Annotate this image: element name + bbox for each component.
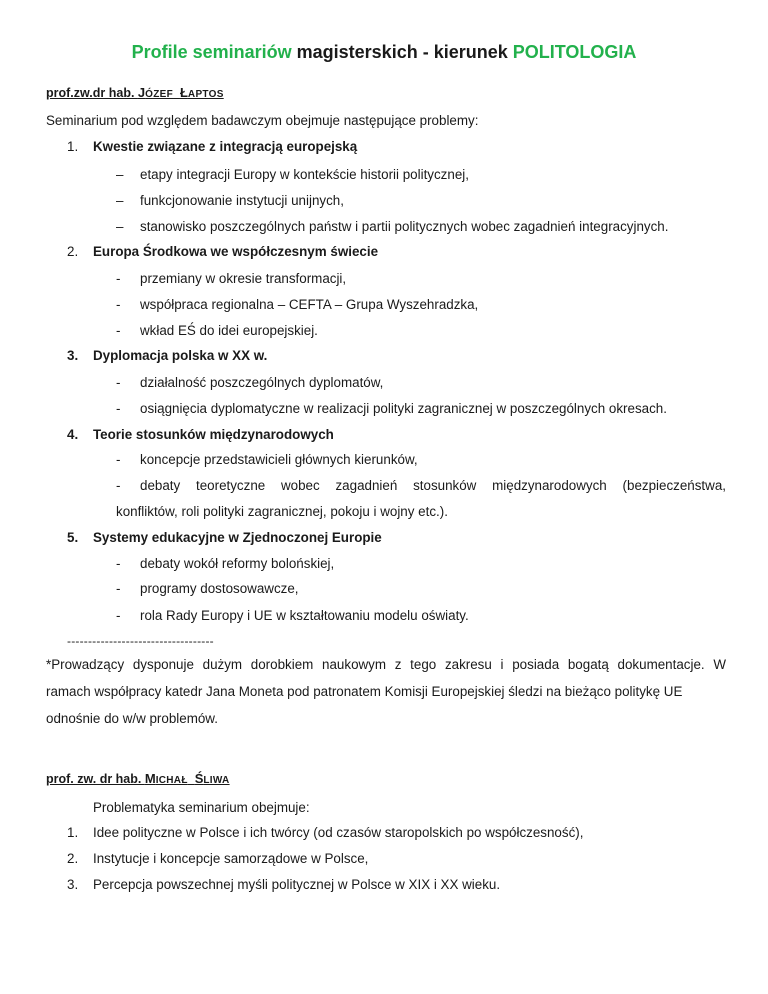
list-item: funkcjonowanie instytucji unijnych, — [140, 193, 344, 208]
author2-last-initial: Ś — [194, 771, 204, 786]
author-heading-2 — [46, 770, 230, 790]
list-item: osiągnięcia dyplomatyczne w realizacji polityki zagranicznej w poszczególnych okresach. — [140, 401, 667, 416]
author1-last-rest: APTOS — [187, 89, 224, 100]
dash-bullet: – — [116, 219, 124, 234]
topic-number: 3. — [67, 348, 79, 363]
dash-bullet: – — [116, 193, 124, 208]
list-item: Percepcja powszechnej myśli politycznej w Polsce w XIX i XX wieku. — [93, 877, 501, 892]
list-item: koncepcje przedstawicieli głównych kierunków, — [140, 452, 418, 467]
list-item: współpraca regionalna – CEFTA – Grupa Wyszehradzka, — [140, 297, 479, 312]
dash-bullet: – — [116, 167, 124, 182]
topic-number: 3. — [67, 877, 79, 892]
author2-first-rest: ICHAŁ — [155, 775, 188, 786]
author1-first-rest: ÓZEF — [145, 89, 174, 100]
list-item: stanowisko poszczególnych państw i partii politycznych wobec zagadnień integracyjnych. — [140, 219, 669, 234]
topic-title: Kwestie związane z integracją europejską — [93, 139, 358, 154]
author-heading-1 — [46, 84, 224, 104]
footnote-line: odnośnie do w/w problemów. — [46, 711, 218, 726]
title-part-3: POLITOLOGIA — [512, 42, 637, 62]
footnote-line: ramach współpracy katedr Jana Moneta pod patronatem Komisji Europejskiej śledzi na bieżąco politykę UE — [46, 684, 683, 699]
page-title — [0, 42, 768, 63]
topic-title: Europa Środkowa we współczesnym świecie — [93, 244, 379, 259]
dash-bullet: - — [116, 608, 121, 623]
author2-prefix: prof. zw. dr hab. — [46, 772, 145, 786]
author2-last-rest: LIWA — [203, 775, 230, 786]
list-item: programy dostosowawcze, — [140, 581, 299, 596]
list-item: Idee polityczne w Polsce i ich twórcy (od czasów staropolskich po współczesność), — [93, 825, 584, 840]
topic-number: 4. — [67, 427, 79, 442]
topic-title: Dyplomacja polska w XX w. — [93, 348, 268, 363]
list-item: przemiany w okresie transformacji, — [140, 271, 347, 286]
topic-title: Teorie stosunków międzynarodowych — [93, 427, 334, 442]
topic-title: Systemy edukacyjne w Zjednoczonej Europie — [93, 530, 382, 545]
dash-bullet: - — [116, 452, 121, 467]
list-item: rola Rady Europy i UE w kształtowaniu modelu oświaty. — [140, 608, 469, 623]
list-item: debaty teoretyczne wobec zagadnień stosunków międzynarodowych (bezpieczeństwa, — [140, 478, 726, 493]
dash-bullet: - — [116, 323, 121, 338]
author1-last-initial: Ł — [179, 85, 188, 100]
dash-bullet: - — [116, 297, 121, 312]
list-item: działalność poszczególnych dyplomatów, — [140, 375, 384, 390]
dash-bullet: - — [116, 271, 121, 286]
topic-number: 2. — [67, 244, 79, 259]
list-item: etapy integracji Europy w kontekście historii politycznej, — [140, 167, 469, 182]
dash-bullet: - — [116, 581, 121, 596]
list-item: Instytucje i koncepcje samorządowe w Polsce, — [93, 851, 369, 866]
topic-number: 1. — [67, 825, 79, 840]
footnote-line: *Prowadzący dysponuje dużym dorobkiem naukowym z tego zakresu i posiada bogatą dokumentacje. W — [46, 657, 726, 672]
topic-number: 1. — [67, 139, 79, 154]
dash-bullet: - — [116, 478, 121, 493]
title-part-2: magisterskich - kierunek — [291, 42, 513, 62]
topic-number: 2. — [67, 851, 79, 866]
list-item: debaty wokół reformy bolońskiej, — [140, 556, 335, 571]
author1-first-initial: J — [137, 85, 146, 100]
list-item-continuation: konfliktów, roli polityki zagranicznej, pokoju i wojny etc.). — [116, 504, 448, 519]
dash-bullet: - — [116, 375, 121, 390]
intro-text-1: Seminarium pod względem badawczym obejmuje następujące problemy: — [46, 113, 479, 128]
list-item: wkład EŚ do idei europejskiej. — [140, 323, 318, 338]
dash-bullet: - — [116, 556, 121, 571]
intro-text-2: Problematyka seminarium obejmuje: — [93, 800, 310, 815]
dash-bullet: - — [116, 401, 121, 416]
author1-prefix: prof.zw.dr hab. — [46, 86, 138, 100]
topic-number: 5. — [67, 530, 79, 545]
separator: ----------------------------------- — [67, 634, 214, 648]
author2-first-initial: M — [144, 771, 156, 786]
title-part-1: Profile seminariów — [131, 42, 292, 62]
